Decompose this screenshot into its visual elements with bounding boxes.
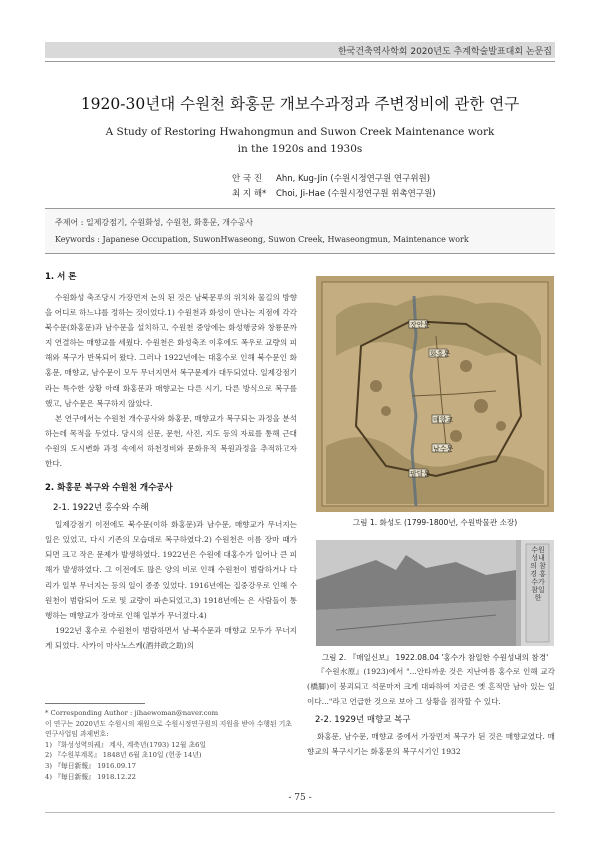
author-row — [0, 187, 600, 202]
map-label-janganmun: 장안문 — [410, 321, 431, 329]
footnote: 2) 『수원부계록』 1848년 6월 초10일 (헌종 14년) — [45, 751, 202, 760]
figure-2-caption: 그림 2. 『매일신보』 1922.08.04 '홍수가 참일한 수원성내의 참경' — [321, 653, 549, 662]
footer-divider — [45, 812, 555, 813]
footnote: 1) 『화성성역의궤』 계사, 계축년(1793) 12월 초6일 — [45, 740, 207, 749]
newspaper-headline: 수원성내의 참경 홍수가 참일한 — [530, 546, 546, 602]
figure-1-caption: 그림 1. 화성도 (1799-1800년, 수원박물관 소장) — [352, 518, 518, 527]
footnote: 4) 『毎日新報』 1918.12.22 — [45, 772, 136, 781]
map-illustration — [316, 276, 554, 512]
body-paragraph: 1922년 홍수로 수원천이 범람하면서 남·북수문과 매향교 모두가 무너지게 되었다. 사카이 마사노스케(酒井政之助)의 — [45, 625, 297, 650]
author-row — [0, 172, 600, 187]
left-column — [45, 270, 297, 653]
map-label-namsumun: 남수문 — [433, 445, 454, 453]
map-label-maehyanggyo: 매향교 — [433, 416, 454, 424]
footnote: * Corresponding Author : jihaewoman@naver.com — [45, 709, 219, 717]
subsection-heading: 2-1. 1922년 홍수와 수해 — [53, 503, 149, 514]
running-title: 한국건축역사학회 2020년도 추계학술발표대회 논문집 — [337, 47, 552, 57]
keywords-korean: 주제어 : 일제강점기, 수원화성, 수원천, 화홍문, 개수공사 — [55, 218, 254, 227]
figure-hwaseong-map — [316, 276, 554, 512]
footnote-divider — [45, 703, 145, 704]
body-paragraph: 화홍문, 남수문, 매향교 중에서 가장먼저 복구가 된 것은 매향교였다. 매향교의 복구시기는 화홍문의 복구시기인 1932 — [307, 732, 555, 757]
keywords-box — [45, 208, 555, 254]
section-heading: 1. 서 론 — [45, 272, 77, 282]
author-list — [0, 172, 600, 202]
body-paragraph: 본 연구에서는 수원천 개수공사와 화홍문, 매향교가 복구되는 과정을 분석하는데 목적을 두었다. 당시의 신문, 문헌, 사진, 지도 등의 자료를 통해 근대 수원의 도시변화 과정 속에서 하천정비와 문화유적 복원과정을 추적하고자 한다. — [45, 413, 297, 469]
right-column — [307, 664, 555, 759]
body-paragraph: 수원화성 축조당시 가장먼저 논의 된 것은 남북문루의 위치와 물길의 방향을 어디로 하느냐를 정하는 것이었다.1) 수원천과 화성이 만나는 지점에 각각 북수문(화홍문)과 남수문을 설치하고, 수원천 중앙에는 화성행궁와 창룡문까지 연결하는 매향교를 세웠다. 수원천은 화성축조 이후에도 폭우로 교량의 피해와 복구가 반복되어 왔다. 그러나 1922년에는 대홍수로 인해 북수문인 화홍문, 매향교, 남수문이 모두 무너지면서 복구문제가 대두되었다. 일제강점기라는 특수한 상황 아래 화홍문과 매향교는 다른 시기, 다른 방식으로 복구를 했고, 남수문은 복구하지 않았다. — [45, 293, 297, 408]
body-paragraph: 『수원水原』(1923)에서 "...안타까운 것은 지난여름 홍수로 인해 교각(橋脚)이 붕괴되고 석문마저 크게 대파하여 지금은 옛 흔적만 남아 있는 일이다..."라고 언급한 것으로 보아 그 상황을 짐작할 수 있다. — [307, 667, 555, 707]
page-number: - 75 - — [288, 793, 312, 803]
keywords-english: Keywords : Japanese Occupation, SuwonHwaseong, Suwon Creek, Hwaseongmun, Maintenance work — [55, 235, 469, 244]
author-name-korean: 안 국 진 — [232, 174, 263, 184]
header-divider — [45, 61, 555, 62]
footnote: 3) 『毎日新報』 1916.09.17 — [45, 761, 136, 770]
author-name-english: Ahn, Kug-Jin (수원시정연구원 연구위원) — [276, 174, 431, 184]
paper-title-english — [0, 124, 600, 158]
paper-title-korean: 1920-30년대 수원천 화홍문 개보수과정과 주변정비에 관한 연구 — [80, 95, 520, 113]
section-heading: 2. 화홍문 복구와 수원천 개수공사 — [45, 483, 173, 494]
map-label-paldalmun: 팔달문 — [410, 470, 431, 478]
photo-illustration — [316, 540, 554, 646]
english-title-line-1: A Study of Restoring Hwahongmun and Suwon Creek Maintenance work — [105, 126, 495, 138]
english-title-line-2: in the 1920s and 1930s — [237, 143, 363, 155]
footnote: 이 연구는 2020년도 수원시의 재원으로 수원시정연구원의 지원을 받아 수행된 기초연구사업임 과제번호: — [45, 719, 292, 739]
author-name-english: Choi, Ji-Hae (수원시정연구원 위촉연구원) — [276, 189, 436, 199]
map-label-hwahongmun: 화홍문 — [430, 350, 451, 358]
footnotes — [45, 708, 297, 782]
subsection-heading: 2-2. 1929년 매향교 복구 — [315, 715, 411, 726]
author-name-korean: 최 지 해* — [232, 189, 267, 199]
figure-newspaper-photo — [316, 540, 554, 646]
body-paragraph: 일제강점기 이전에도 북수문(이하 화홍문)과 남수문, 매향교가 무너지는 일은 있었고, 다시 기존의 모습대로 복구하였다.2) 수원천은 이름 장마 때가 되면 크고 작은 문제가 발생하였다. 1922년은 수원에 대홍수가 일어나 큰 피해가 발생하였다. 그 이전에도 많은 양의 비로 인해 수원천이 범람하거나 다리가 일부 무너지는 등의 일이 종종 있었다. 1916년에는 집중강우로 인해 수원천이 범람되어 도로 및 교량이 파손되었고,3) 1918년에는 은 사람들이 통행하는 매향교가 장마로 인해 일부가 무너졌다.4) — [45, 520, 297, 620]
